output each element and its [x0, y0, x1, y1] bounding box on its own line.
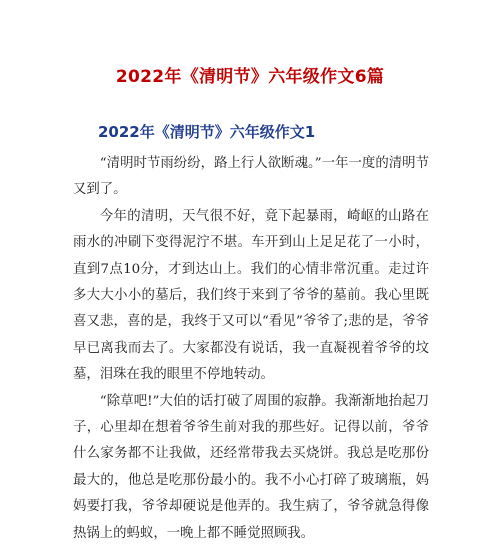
section-title: 2022年《清明节》六年级作文1	[98, 123, 316, 141]
paragraph: “清明时节雨纷纷，路上行人欲断魂。”一年一度的清明节又到了。	[73, 156, 429, 198]
document-title: 2022年《清明节》六年级作文6篇	[115, 67, 385, 87]
paragraph: 今年的清明，天气很不好，竟下起暴雨，崎岖的山路在雨水的冲刷下变得泥泞不堪。车开到山上足足花了一小时，直到7点10分，才到达山上。我们的心情非常沉重。走过许多大大小小的墓后，我们终于来到了爷爷的墓前。我心里既喜又悲，喜的是，我终于又可以“看见”爷爷了;悲的是，爷爷早已离我而去了。大家都没有说话，我一直凝视着爷爷的坟墓，泪珠在我的眼里不停地转动。	[73, 208, 429, 383]
article-body	[73, 151, 429, 547]
paragraph: “除草吧!”大伯的话打破了周围的寂静。我渐渐地抬起刀子，心里却在想着爷爷生前对我的那些好。记得以前，爷爷什么家务都不让我做，还经常带我去买烧饼。我总是吃那份最大的，他总是吃那份最小的。我不小心打碎了玻璃瓶，妈妈要打我，爷爷却硬说是他弄的。我生病了，爷爷就急得像热锅上的蚂蚁，一晚上都不睡觉照顾我。	[73, 393, 429, 541]
